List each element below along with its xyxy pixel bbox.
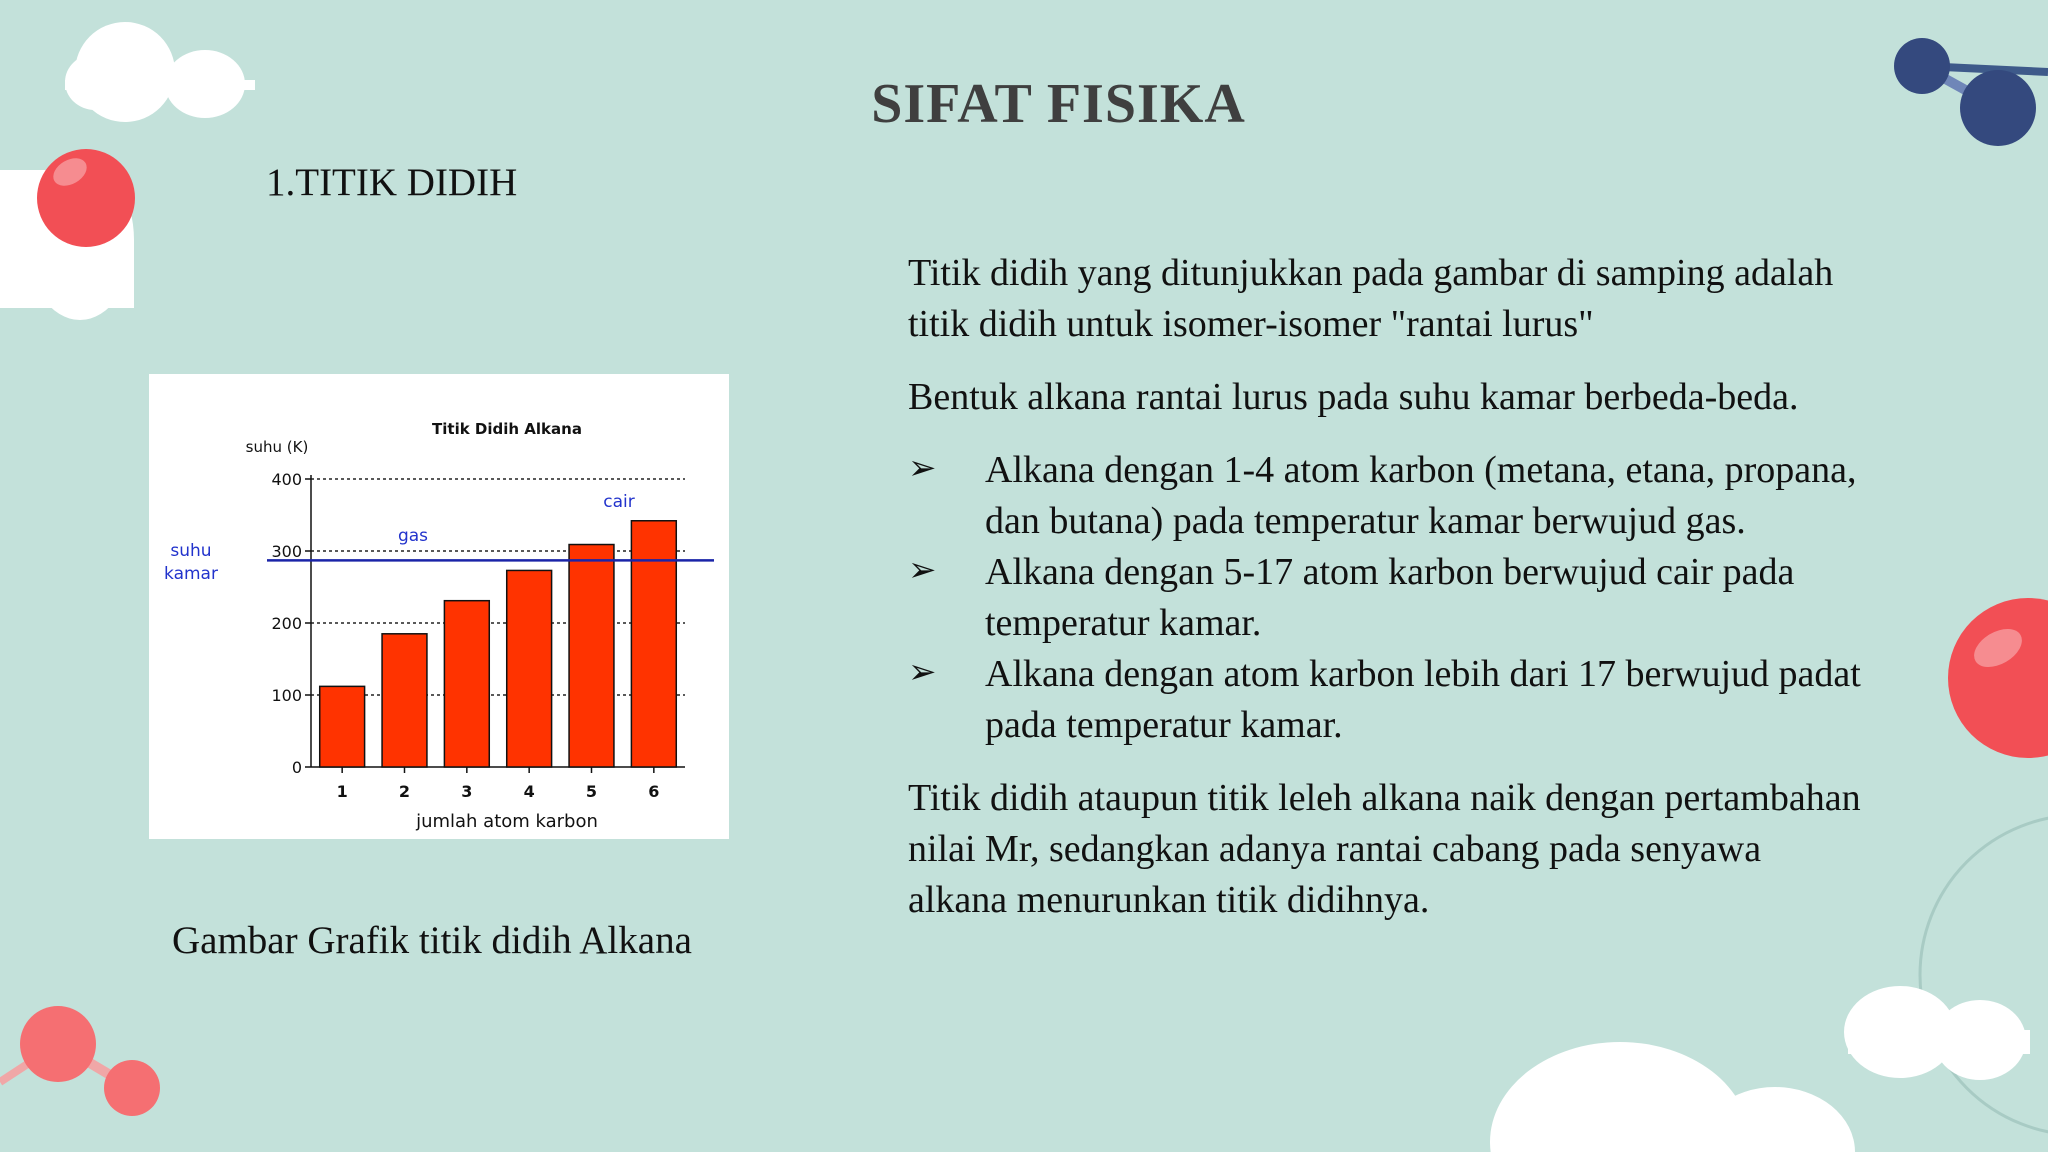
- x-tick-label: 5: [585, 782, 598, 801]
- x-tick-label: 2: [398, 782, 411, 801]
- x-tick-label: 6: [648, 782, 660, 801]
- chart-title: Titik Didih Alkana: [432, 420, 582, 438]
- chart-caption: Gambar Grafik titik didih Alkana: [172, 919, 692, 962]
- arrow-bullet-icon: ➢: [908, 652, 937, 692]
- annotation-gas: gas: [397, 526, 429, 546]
- bar-4: [507, 570, 552, 767]
- paragraph-room-temp: Bentuk alkana rantai lurus pada suhu kamar berbeda-beda.: [908, 376, 1799, 418]
- annotation-cair: cair: [603, 492, 635, 512]
- bar-3: [444, 601, 489, 767]
- cloud-bottom-right: [1844, 986, 2030, 1080]
- y-axis-label: suhu (K): [245, 438, 309, 456]
- arrow-bullet-icon: ➢: [908, 448, 937, 488]
- ring-outline: [1920, 815, 2048, 1135]
- x-tick-label: 3: [461, 782, 473, 801]
- x-tick-label: 1: [336, 782, 348, 801]
- room-temp-label-line1: suhu: [170, 541, 212, 561]
- y-tick-label: 0: [291, 758, 302, 777]
- bullet-list: [908, 445, 1868, 751]
- bullet-text: Alkana dengan 1-4 atom karbon (metana, etana, propana, dan butana) pada temperatur kamar berwujud gas.: [985, 449, 1857, 542]
- cloud-bottom: [1490, 1042, 1855, 1152]
- molecule-pink-icon: [0, 1006, 160, 1116]
- list-item: [908, 547, 1868, 649]
- y-tick-label: 400: [271, 470, 302, 489]
- x-tick-label: 4: [523, 782, 535, 801]
- arrow-bullet-icon: ➢: [908, 550, 937, 590]
- bar-5: [569, 545, 614, 767]
- molecule-red-icon: [37, 149, 135, 247]
- chart-svg: [149, 374, 729, 839]
- paragraph-closing: Titik didih ataupun titik leleh alkana naik dengan pertambahan nilai Mr, sedangkan adanya rantai cabang pada senyawa alkana menurunkan titik didihnya.: [908, 777, 1861, 921]
- bar-1: [320, 686, 365, 767]
- y-tick-label: 200: [271, 614, 302, 633]
- section-heading: 1.TITIK DIDIH: [266, 161, 518, 204]
- room-temp-label-line2: kamar: [164, 564, 218, 584]
- x-axis-label: jumlah atom karbon: [416, 811, 598, 832]
- slide-title: SIFAT FISIKA: [871, 73, 1246, 135]
- bullet-text: Alkana dengan atom karbon lebih dari 17 berwujud padat pada temperatur kamar.: [985, 653, 1861, 746]
- y-tick-label: 300: [271, 542, 302, 561]
- boiling-point-chart: [149, 374, 729, 839]
- list-item: [908, 649, 1868, 751]
- paragraph-isomer: Titik didih yang ditunjukkan pada gambar di samping adalah titik didih untuk isomer-isomer "rantai lurus": [908, 252, 1834, 345]
- body-text: [908, 248, 1868, 948]
- bullet-text: Alkana dengan 5-17 atom karbon berwujud cair pada temperatur kamar.: [985, 551, 1795, 644]
- list-item: [908, 445, 1868, 547]
- molecule-red-right-icon: [1948, 598, 2048, 758]
- bar-2: [382, 634, 427, 767]
- bar-6: [631, 521, 676, 767]
- y-tick-label: 100: [271, 686, 302, 705]
